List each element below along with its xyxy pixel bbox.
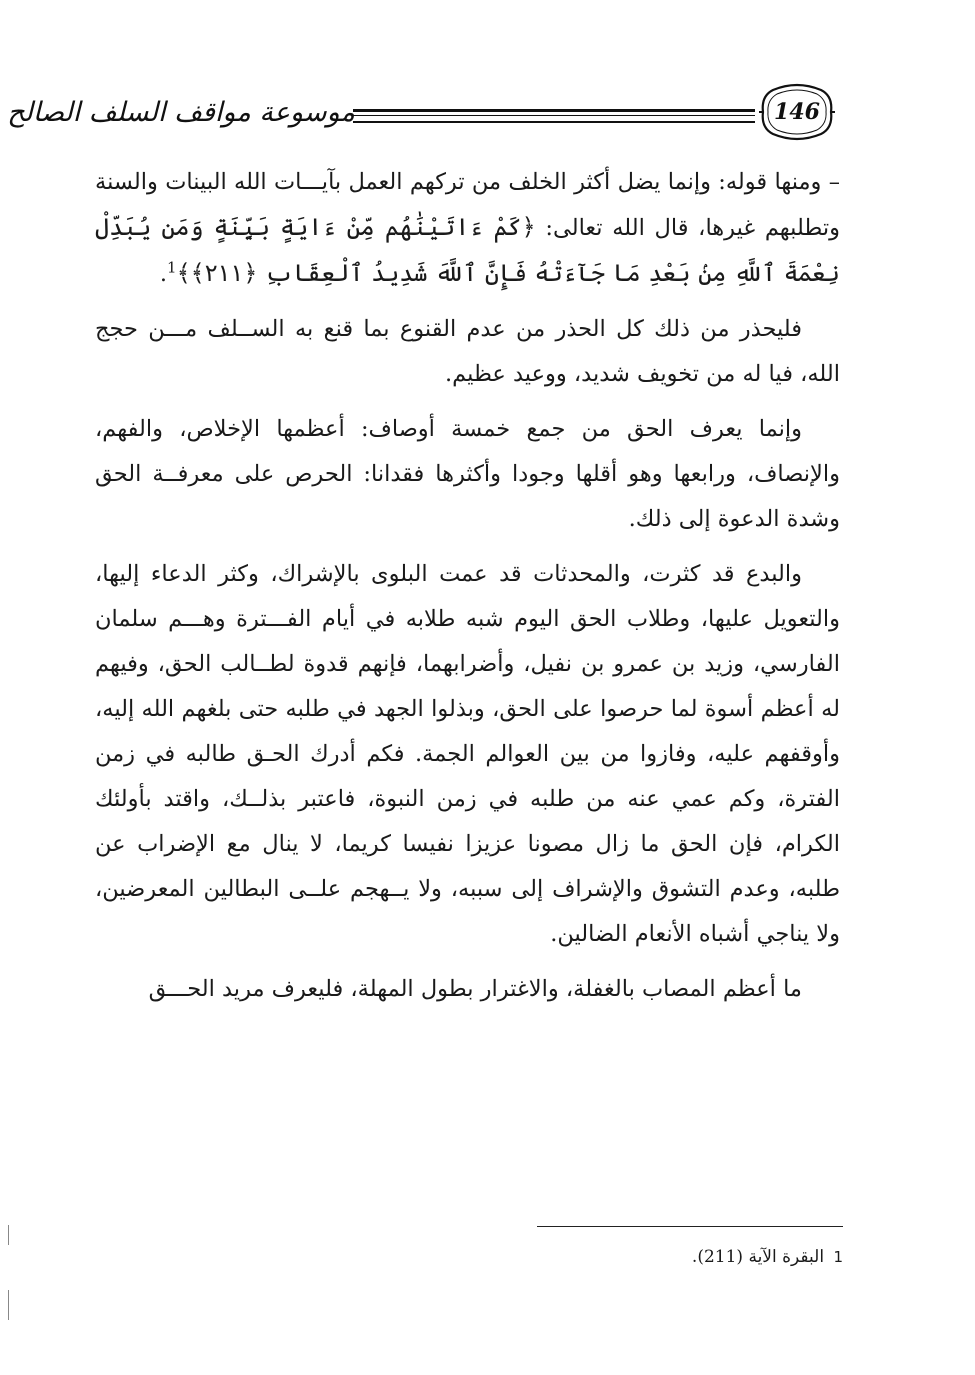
scan-artifact [8, 1290, 9, 1320]
paragraph [95, 160, 840, 297]
paragraph-text: وإنما يعرف الحق من جمع خمسة أوصاف: أعظمها الإخلاص، والفهم، والإنصاف، ورابعها وهو أقلها وجودا وأكثرها فقدانا: الحرص على معرفــة الحق وشدة الدعوة إلى ذلك. [95, 416, 840, 532]
footnote-number: 1 [833, 1248, 843, 1266]
footnote-reference[interactable]: 1 [167, 258, 177, 277]
footnote-divider [537, 1226, 843, 1227]
page-number-badge [759, 82, 835, 142]
paragraph-text: – ومنها قوله: وإنما يضل أكثر الخلف من تركهم العمل بآيـــات الله البينات والسنة وتطلبهم غيرها، قال الله تعالى: [95, 169, 840, 241]
paragraph-text: ما أعظم المصاب بالغفلة، والاغترار بطول المهلة، فليعرف مريد الحـــق [148, 976, 802, 1002]
scan-artifact [8, 1225, 9, 1245]
paragraph [95, 967, 840, 1012]
paragraph-text: فليحذر من ذلك كل الحذر من عدم القنوع بما قنع به الســلف مـــن حجج الله، فيا له من تخويف شديد، ووعيد عظيم. [95, 316, 840, 387]
page-number: 146 [774, 99, 820, 125]
quran-verse: ﴿كَمْ ءَاتَيْنَٰهُم مِّنْ ءَايَةٍ بَيِّنَةٍ وَمَن يُبَدِّلْ نِعْمَةَ ٱللَّهِ مِنۢ بَعْدِ مَا جَآءَتْهُ فَإِنَّ ٱللَّهَ شَدِيدُ ٱلْعِقَابِ ﴿٢١١﴾﴾ [95, 213, 840, 287]
main-text [95, 160, 840, 1012]
footnote [343, 1244, 843, 1270]
paragraph [95, 407, 840, 542]
paragraph-text: والبدع قد كثرت، والمحدثات قد عمت البلوى بالإشراك، وكثر الدعاء إليها، والتعويل عليها، وطلاب الحق اليوم شبه طلابه في أيام الفـــترة وهـــم سلمان الفارسي، وزيد بن عمرو بن نفيل، وأضرابهما، فإنهم قدوة لطــالب الحق، وفيهم له أعظم أسوة لما حرصوا على الحق، وبذلوا الجهد في طلبه حتى بلغهم الله إليه، وأوقفهم عليه، وفازوا من بين العوالم الجمة. فكم أدرك الحـق طالبه في زمن الفترة، وكم عمي عنه من طلبه في زمن النبوة، فاعتبر بذلــك، واقتد بأولئك الكرام، فإن الحق ما زال مصونا عزيزا نفيسا كريما، لا ينال مع الإضراب عن طلبه، وعدم التشوق والإشراف إلى سببه، ولا يــهجم علــى البطالين المعرضين، ولا يناجي أشباه الأنعام الضالين. [95, 561, 840, 947]
paragraph [95, 552, 840, 957]
paragraph-tail: . [159, 261, 168, 287]
book-title: موسوعة مواقف السلف الصالح [7, 97, 355, 128]
footnote-text: البقرة الآية (211). [691, 1247, 825, 1267]
header-rule [353, 109, 755, 123]
page-header [7, 78, 845, 150]
paragraph [95, 307, 840, 397]
